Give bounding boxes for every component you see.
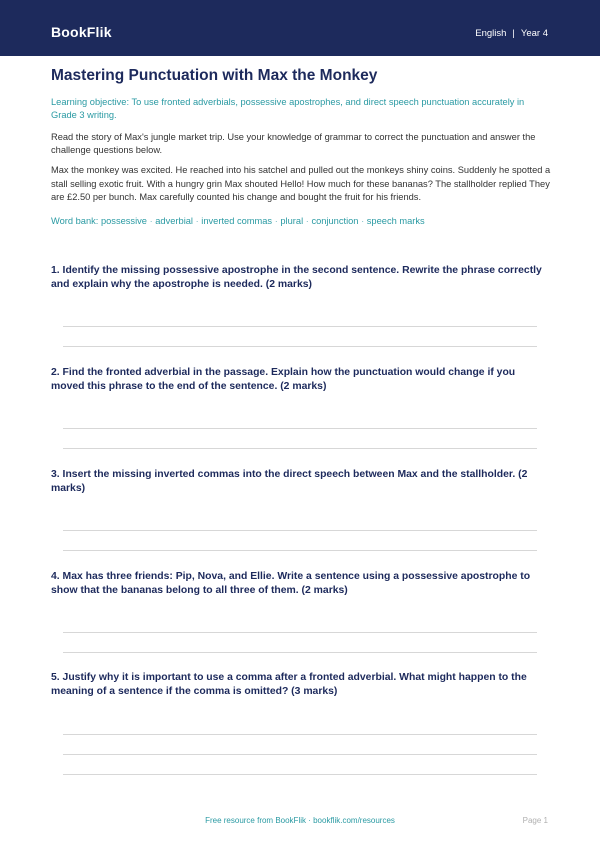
answer-line[interactable]	[63, 448, 537, 449]
year-label: Year 4	[520, 28, 548, 39]
question-2: 2. Find the fronted adverbial in the passage. Explain how the punctuation would change if you moved this phrase to the end of the sentence. (2 marks)	[51, 367, 516, 392]
word-bank	[51, 216, 551, 226]
worksheet-intro	[51, 66, 551, 226]
answer-line[interactable]	[63, 632, 537, 633]
answer-line[interactable]	[63, 530, 537, 531]
answer-line[interactable]	[63, 774, 537, 775]
page-number: Page 1	[522, 816, 548, 825]
word-bank-word: plural	[280, 215, 304, 226]
story-passage: Max the monkey was excited. He reached into his satchel and pulled out the monkeys shiny coins. Suddenly he spotted a stall selling exotic fruit. With a hungry grin Max shouted Hello! How much for these bananas? The stallholder replied They are £2.50 per bunch. Max carefully counted his change and bought the fruit for his friends.	[51, 165, 551, 202]
brand-logo[interactable]: BookFlik	[51, 24, 112, 40]
answer-line[interactable]	[63, 326, 537, 327]
question-3: 3. Insert the missing inverted commas into the direct speech between Max and the stallholder. (2 marks)	[51, 469, 528, 494]
question-5: 5. Justify why it is important to use a comma after a fronted adverbial. What might happen to the meaning of a sentence if the comma is omitted? (3 marks)	[51, 672, 527, 697]
subject-label: English	[475, 28, 507, 39]
page-title: Mastering Punctuation with Max the Monkey	[51, 67, 378, 84]
answer-line[interactable]	[63, 734, 537, 735]
page-footer	[0, 816, 600, 830]
footer-credit-link[interactable]: Free resource from BookFlik · bookflik.com/resources	[205, 816, 395, 825]
word-bank-word: speech marks	[366, 215, 425, 226]
site-header	[0, 0, 600, 56]
answer-line[interactable]	[63, 550, 537, 551]
word-separator: ·	[361, 215, 365, 226]
answer-line[interactable]	[63, 428, 537, 429]
answer-line[interactable]	[63, 346, 537, 347]
learning-objective: Learning objective: To use fronted adverbials, possessive apostrophes, and direct speech punctuation accurately in Grade 3 writing.	[51, 97, 525, 120]
question-4: 4. Max has three friends: Pip, Nova, and Ellie. Write a sentence using a possessive apostrophe to show that the bananas belong to all three of them. (2 marks)	[51, 571, 531, 596]
answer-line[interactable]	[63, 652, 537, 653]
instructions: Read the story of Max's jungle market trip. Use your knowledge of grammar to correct the punctuation and answer the challenge questions below.	[51, 132, 536, 155]
word-separator: ·	[274, 215, 278, 226]
word-bank-word: possessive	[100, 215, 147, 226]
word-bank-label: Word bank:	[51, 215, 99, 226]
word-bank-word: adverbial	[155, 215, 193, 226]
meta-separator: |	[512, 28, 515, 39]
header-meta	[475, 28, 548, 39]
question-1: 1. Identify the missing possessive apostrophe in the second sentence. Rewrite the phrase correctly and explain why the apostrophe is needed. (2 marks)	[51, 265, 542, 290]
word-bank-word: inverted commas	[201, 215, 273, 226]
word-separator: ·	[305, 215, 309, 226]
word-separator: ·	[195, 215, 199, 226]
word-bank-word: conjunction	[311, 215, 359, 226]
word-separator: ·	[149, 215, 153, 226]
answer-line[interactable]	[63, 754, 537, 755]
